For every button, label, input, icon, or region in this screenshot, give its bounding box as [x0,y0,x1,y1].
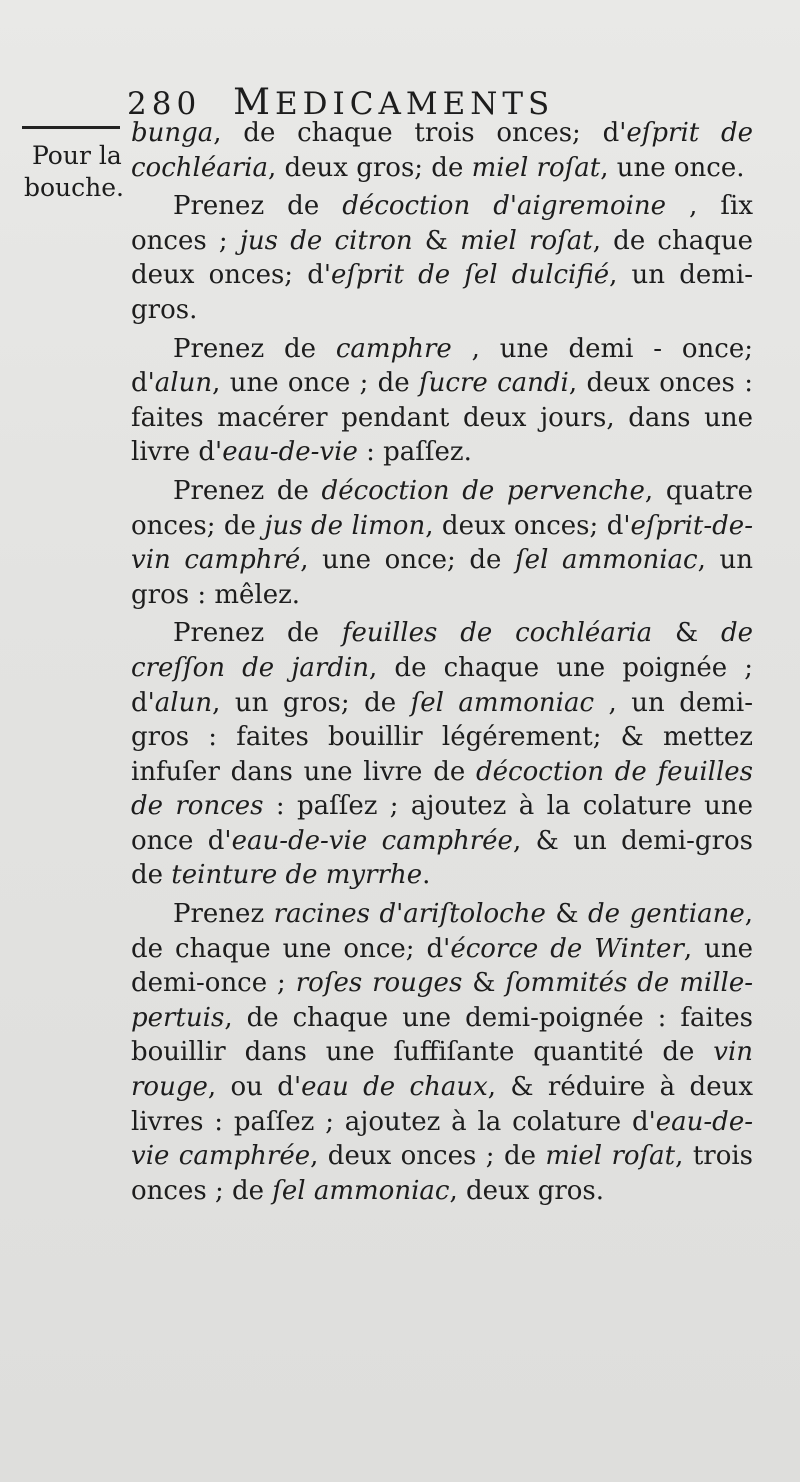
italic-term: bunga [131,118,214,148]
italic-term: décoction d'aigremoine [342,191,667,222]
italic-term: écorce de Winter [450,933,684,964]
italic-term: eau-de-vie camphrée [231,825,513,856]
italic-term: alun [154,687,213,718]
text-run: Prenez de [173,333,336,364]
italic-term: racines d'ariſtoloche [273,899,546,930]
italic-term: miel roſat [460,225,593,256]
text-run: : paſſez ; ajoutez à la colature une once d' [131,791,753,856]
margin-note [24,140,124,204]
text-run: : paſſez. [357,437,472,468]
text-run: Prenez de [173,191,343,222]
italic-term: eau de chaux [301,1072,488,1103]
paragraph [131,116,753,185]
text-run: , ou d' [207,1072,302,1103]
text-run: , un demi-gros : faites bouillir légérement; & mettez infuſer dans une livre de [131,687,753,787]
italic-term: décoction de pervenche [321,475,645,506]
text-run: , deux gros; de [267,152,472,183]
text-run: , & réduire à deux livres : paſſez ; ajoutez à la colature d' [131,1072,753,1137]
italic-term: eſprit de cochléaria [131,118,753,183]
italic-term: ſel ammoniac [515,545,698,576]
text-run: , de chaque une demi-poignée : faites bouillir dans une ſuffiſante quantité de [131,1002,753,1068]
text-run: , une once ; de [212,368,420,399]
italic-term: jus de limon [264,510,426,541]
italic-term: de gentiane [588,899,745,930]
header-rule [22,126,120,129]
italic-term: feuilles de cochléaria [341,618,653,649]
text-run: , de chaque trois onces; d' [213,118,627,148]
text-run: , deux onces : faites macérer pendant deux jours, dans une livre d' [131,368,753,468]
text-run: , une once. [600,152,745,183]
text-run: , trois onces ; de [131,1141,754,1206]
margin-note-line-1: Pour la [32,141,122,170]
text-run: , une once; de [300,545,516,576]
paragraph [131,616,753,893]
italic-term: eau-de-vie camphrée [131,1106,753,1172]
text-run: , & un demi-gros de [131,825,754,891]
margin-note-line-2: bouche. [24,173,124,202]
page-number: 280 [127,86,202,122]
text-run: , quatre onces; de [131,475,753,541]
italic-term: de creſſon de jardin [131,618,753,683]
text-run: , une demi-once ; [131,933,753,999]
italic-term: miel roſat [545,1141,676,1172]
text-run: , ſix onces ; [131,191,753,256]
italic-term: vin rouge [131,1037,753,1103]
text-run: Prenez de [173,618,342,649]
text-run: , un gros; de [212,687,411,718]
text-run: , un demi-gros. [131,260,753,325]
paragraph [131,897,753,1208]
italic-term: ſel ammoniac [410,687,595,718]
italic-term: eſprit-de-vin camphré [131,510,753,576]
italic-term: décoction de feuilles de ronces [131,756,753,822]
italic-term: teinture de myrrhe [171,860,423,891]
text-run: , un gros : mêlez. [131,545,753,610]
text-run: & [545,899,589,930]
text-run: , de chaque une poignée ; d' [131,652,753,718]
italic-term: ſucre candi [419,368,569,399]
text-run: & [652,618,721,649]
text-run: , de chaque deux onces; d' [131,225,753,291]
text-run: & [462,968,506,999]
text-run: , de chaque une once; d' [131,899,754,964]
text-run: . [422,860,431,891]
italic-term: eau-de-vie [222,437,358,468]
italic-term: alun [154,368,213,399]
body-text [131,116,753,1208]
italic-term: roſes rouges [295,968,463,999]
italic-term: eſprit de ſel dulcifié [331,260,610,291]
text-run: & [412,225,461,256]
italic-term: ſommités de mille-pertuis [131,968,753,1033]
text-run: Prenez de [173,475,322,506]
italic-term: ſel ammoniac [272,1175,450,1206]
italic-term: camphre [335,333,452,364]
text-run: , deux onces ; de [310,1141,546,1172]
text-run: , deux onces; d' [425,510,631,541]
text-run: Prenez [173,899,274,930]
title-initial: M [233,82,276,123]
paragraph [131,474,753,612]
paragraph [131,189,753,327]
text-run: , deux gros. [449,1175,605,1206]
italic-term: jus de citron [239,225,413,256]
italic-term: miel roſat [471,152,601,183]
text-run: , une demi - once; d' [131,333,754,399]
title-rest: EDICAMENTS [275,86,555,122]
paragraph [131,332,753,470]
